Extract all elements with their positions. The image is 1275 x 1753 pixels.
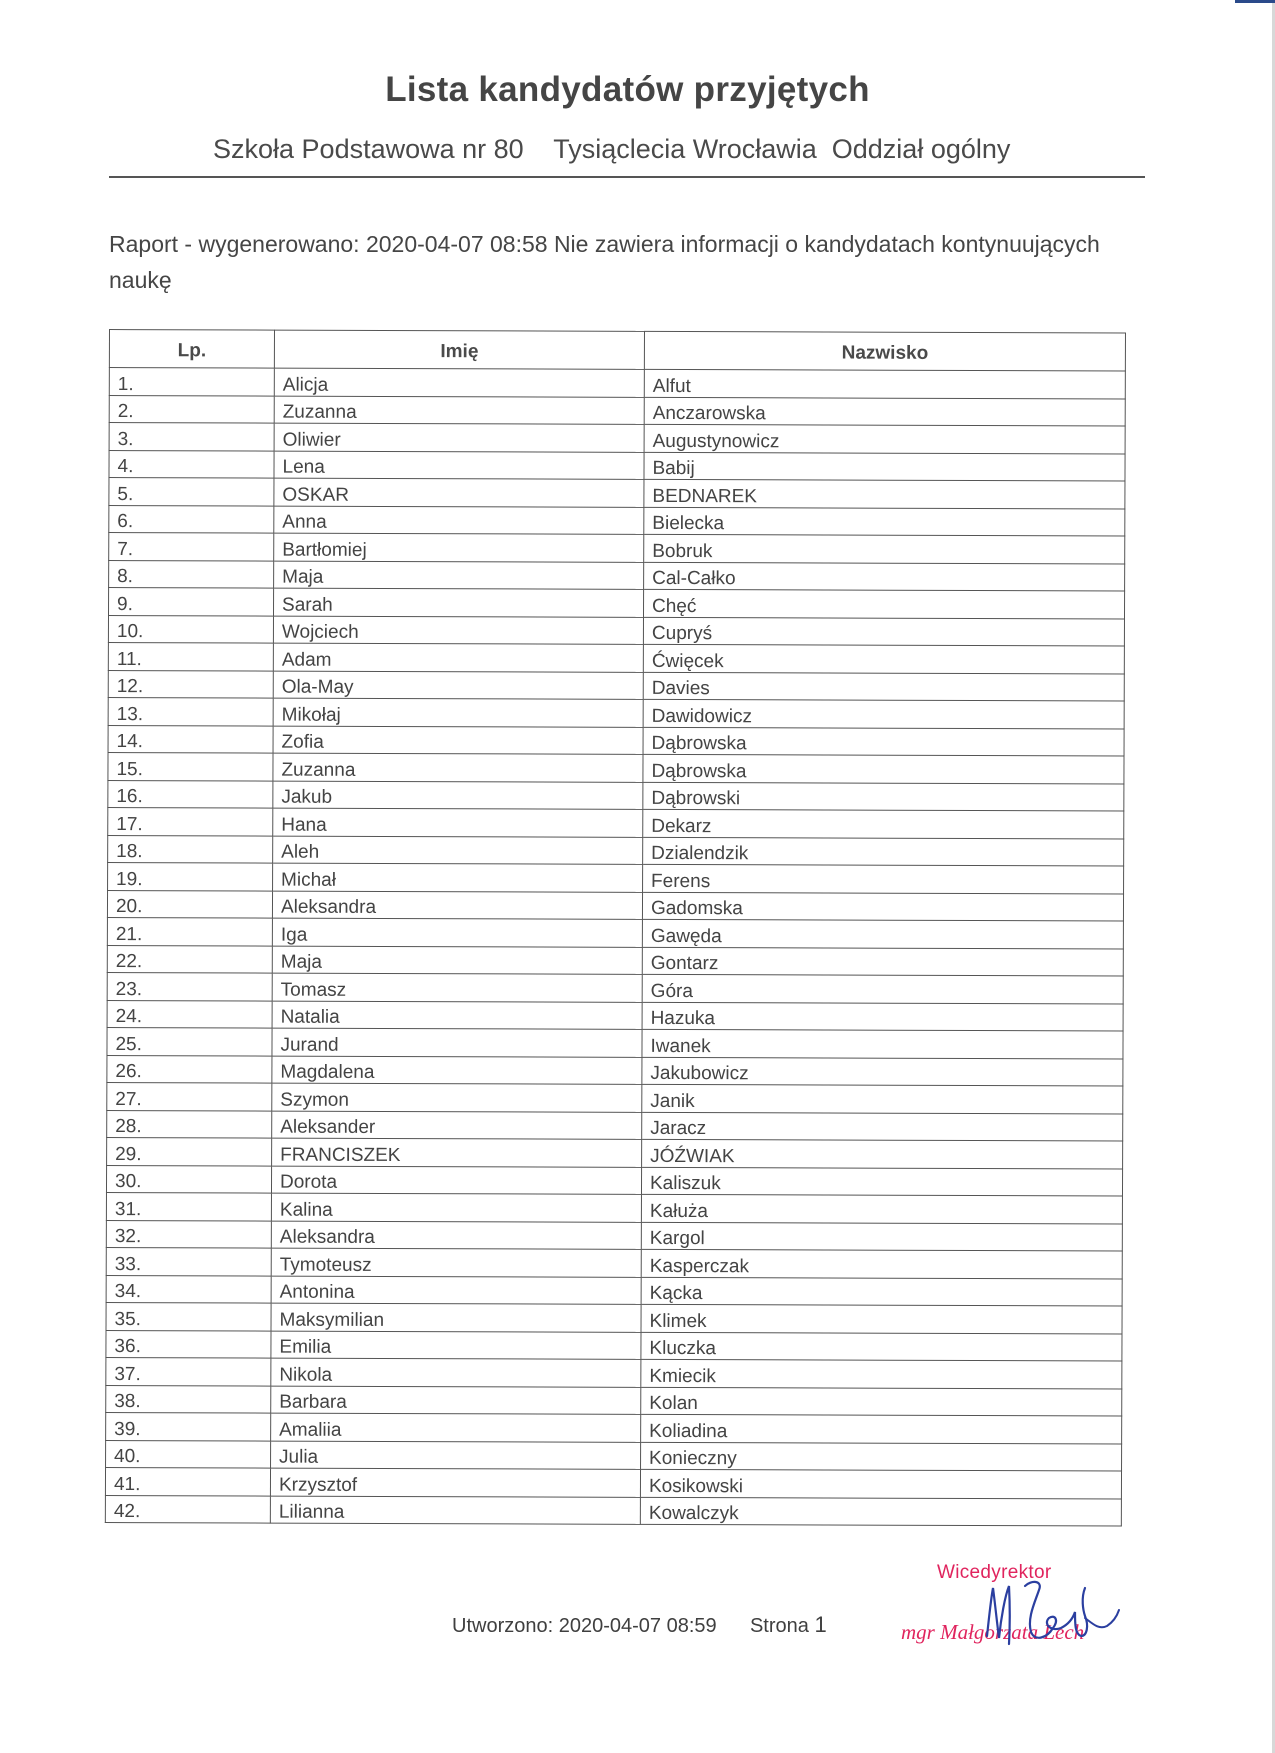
row-number: 39. — [106, 1412, 271, 1440]
first-name-cell: Amaliia — [271, 1413, 641, 1442]
row-number: 28. — [107, 1110, 272, 1138]
admitted-candidates-table — [105, 329, 1126, 1527]
last-name-cell: Kmiecik — [641, 1359, 1122, 1388]
table-row — [108, 697, 1124, 728]
row-number: 30. — [106, 1165, 271, 1193]
row-number: 25. — [107, 1027, 272, 1055]
last-name-cell: Kaliszuk — [641, 1167, 1122, 1196]
table-row — [107, 1137, 1123, 1168]
column-header-first-name: Imię — [274, 330, 644, 369]
last-name-cell: Iwanek — [642, 1029, 1123, 1058]
row-number: 29. — [107, 1137, 272, 1165]
last-name-cell: Kowalczyk — [640, 1497, 1121, 1526]
first-name-cell: FRANCISZEK — [272, 1138, 642, 1167]
first-name-cell: Adam — [273, 643, 643, 672]
first-name-cell: Maksymilian — [271, 1303, 641, 1332]
table-row — [106, 1357, 1122, 1388]
table-row — [106, 1247, 1122, 1278]
last-name-cell: Ćwięcek — [643, 644, 1124, 673]
last-name-cell: Davies — [643, 672, 1124, 701]
first-name-cell: Mikołaj — [273, 698, 643, 727]
first-name-cell: Oliwier — [274, 423, 644, 452]
footer-page-number: 1 — [814, 1612, 827, 1637]
last-name-cell: Augustynowicz — [644, 424, 1125, 453]
first-name-cell: Dorota — [271, 1166, 641, 1195]
first-name-cell: Hana — [273, 808, 643, 837]
row-number: 37. — [106, 1357, 271, 1385]
row-number: 13. — [108, 697, 273, 725]
last-name-cell: Koliadina — [641, 1414, 1122, 1443]
table-row — [107, 890, 1123, 921]
row-number: 24. — [107, 1000, 272, 1028]
last-name-cell: Dekarz — [643, 809, 1124, 838]
row-number: 5. — [109, 478, 274, 506]
last-name-cell: Kolan — [641, 1387, 1122, 1416]
row-number: 20. — [107, 890, 272, 918]
first-name-cell: Krzysztof — [270, 1468, 640, 1497]
table-row — [107, 1110, 1123, 1141]
first-name-cell: Lena — [274, 451, 644, 480]
row-number: 6. — [109, 505, 274, 533]
row-number: 18. — [108, 835, 273, 863]
table-row — [107, 1082, 1123, 1113]
row-number: 26. — [107, 1055, 272, 1083]
last-name-cell: Ferens — [643, 864, 1124, 893]
row-number: 31. — [106, 1192, 271, 1220]
last-name-cell: Gawęda — [642, 919, 1123, 948]
footer-created — [452, 1612, 827, 1638]
last-name-cell: Jaracz — [642, 1112, 1123, 1141]
table-row — [108, 615, 1124, 646]
last-name-cell: Alfut — [644, 369, 1125, 398]
table-row — [107, 972, 1123, 1003]
last-name-cell: Bobruk — [644, 534, 1125, 563]
row-number: 8. — [109, 560, 274, 588]
first-name-cell: Emilia — [271, 1331, 641, 1360]
first-name-cell: Antonina — [271, 1276, 641, 1305]
row-number: 32. — [106, 1220, 271, 1248]
table-body — [105, 368, 1125, 1527]
table-row — [106, 1220, 1122, 1251]
last-name-cell: Hazuka — [642, 1002, 1123, 1031]
row-number: 19. — [108, 862, 273, 890]
last-name-cell: Janik — [642, 1084, 1123, 1113]
first-name-cell: Anna — [274, 506, 644, 535]
last-name-cell: Jakubowicz — [642, 1057, 1123, 1086]
table-row — [108, 807, 1124, 838]
table-row — [109, 533, 1125, 564]
row-number: 7. — [109, 533, 274, 561]
first-name-cell: Zuzanna — [274, 396, 644, 425]
table-row — [106, 1275, 1122, 1306]
last-name-cell: Gadomska — [642, 892, 1123, 921]
first-name-cell: Aleh — [273, 836, 643, 865]
row-number: 41. — [105, 1467, 270, 1495]
last-name-cell: Dąbrowski — [643, 782, 1124, 811]
table-header-row — [109, 330, 1125, 372]
row-number: 34. — [106, 1275, 271, 1303]
first-name-cell: Julia — [271, 1441, 641, 1470]
table-row — [107, 1055, 1123, 1086]
table-row — [108, 835, 1124, 866]
row-number: 16. — [108, 780, 273, 808]
column-header-last-name: Nazwisko — [644, 331, 1125, 371]
page-title: Lista kandydatów przyjętych — [385, 70, 870, 109]
row-number: 12. — [108, 670, 273, 698]
row-number: 40. — [106, 1440, 271, 1468]
first-name-cell: Jurand — [272, 1028, 642, 1057]
row-number: 33. — [106, 1247, 271, 1275]
table-row — [106, 1302, 1122, 1333]
first-name-cell: Lilianna — [270, 1496, 640, 1525]
last-name-cell: Kasperczak — [641, 1249, 1122, 1278]
table-row — [109, 588, 1125, 619]
first-name-cell: Zofia — [273, 726, 643, 755]
last-name-cell: Anczarowska — [644, 397, 1125, 426]
stamp-name: mgr Małgorzata Lech — [901, 1620, 1085, 1644]
row-number: 35. — [106, 1302, 271, 1330]
last-name-cell: Cal-Całko — [644, 562, 1125, 591]
row-number: 23. — [107, 972, 272, 1000]
first-name-cell: Szymon — [272, 1083, 642, 1112]
table-row — [106, 1440, 1122, 1471]
last-name-cell: Kałuża — [641, 1194, 1122, 1223]
last-name-cell: Kosikowski — [640, 1469, 1121, 1498]
first-name-cell: Aleksandra — [271, 1221, 641, 1250]
table-row — [107, 1000, 1123, 1031]
last-name-cell: Klimek — [641, 1304, 1122, 1333]
row-number: 10. — [108, 615, 273, 643]
signature-icon — [935, 1558, 1125, 1658]
first-name-cell: Maja — [272, 946, 642, 975]
table-row — [108, 862, 1124, 893]
table-row — [107, 945, 1123, 976]
last-name-cell: Konieczny — [641, 1442, 1122, 1471]
table-row — [109, 423, 1125, 454]
row-number: 11. — [108, 642, 273, 670]
first-name-cell: Nikola — [271, 1358, 641, 1387]
last-name-cell: BEDNAREK — [644, 479, 1125, 508]
last-name-cell: Dąbrowska — [643, 727, 1124, 756]
table-row — [108, 780, 1124, 811]
stamp-role: Wicedyrektor — [937, 1562, 1052, 1583]
last-name-cell: Góra — [642, 974, 1123, 1003]
first-name-cell: Tomasz — [272, 973, 642, 1002]
last-name-cell: Kargol — [641, 1222, 1122, 1251]
scan-mark — [1235, 0, 1275, 3]
table-row — [106, 1385, 1122, 1416]
first-name-cell: Wojciech — [273, 616, 643, 645]
first-name-cell: Maja — [274, 561, 644, 590]
last-name-cell: Chęć — [643, 589, 1124, 618]
row-number: 14. — [108, 725, 273, 753]
table-row — [105, 1495, 1121, 1526]
last-name-cell: Kącka — [641, 1277, 1122, 1306]
last-name-cell: Cupryś — [643, 617, 1124, 646]
table-row — [105, 1467, 1121, 1498]
table-row — [109, 478, 1125, 509]
last-name-cell: JÓŹWIAK — [642, 1139, 1123, 1168]
column-header-lp: Lp. — [109, 330, 274, 369]
footer-created-label: Utworzono: 2020-04-07 08:59 — [452, 1615, 717, 1637]
first-name-cell: Aleksandra — [272, 891, 642, 920]
first-name-cell: Alicja — [274, 368, 644, 397]
row-number: 15. — [108, 752, 273, 780]
first-name-cell: Magdalena — [272, 1056, 642, 1085]
table-row — [106, 1330, 1122, 1361]
title-divider — [109, 176, 1145, 178]
first-name-cell: Iga — [272, 918, 642, 947]
row-number: 9. — [109, 588, 274, 616]
first-name-cell: Natalia — [272, 1001, 642, 1030]
table-row — [109, 368, 1125, 399]
first-name-cell: Kalina — [271, 1193, 641, 1222]
row-number: 38. — [106, 1385, 271, 1413]
row-number: 3. — [109, 423, 274, 451]
table-row — [107, 917, 1123, 948]
last-name-cell: Kluczka — [641, 1332, 1122, 1361]
last-name-cell: Dąbrowska — [643, 754, 1124, 783]
table-row — [108, 670, 1124, 701]
row-number: 36. — [106, 1330, 271, 1358]
table-row — [109, 395, 1125, 426]
table-row — [109, 505, 1125, 536]
table-row — [108, 725, 1124, 756]
footer-page-label: Strona — [749, 1615, 809, 1637]
first-name-cell: Zuzanna — [273, 753, 643, 782]
last-name-cell: Babij — [644, 452, 1125, 481]
table-row — [108, 752, 1124, 783]
table-row — [106, 1165, 1122, 1196]
first-name-cell: OSKAR — [274, 478, 644, 507]
first-name-cell: Jakub — [273, 781, 643, 810]
last-name-cell: Gontarz — [642, 947, 1123, 976]
table-row — [109, 450, 1125, 481]
row-number: 21. — [107, 917, 272, 945]
report-note: Raport - wygenerowano: 2020-04-07 08:58 Nie zawiera informacji o kandydatach kontynuujących naukę — [109, 231, 1100, 293]
table-row — [106, 1412, 1122, 1443]
first-name-cell: Michał — [273, 863, 643, 892]
first-name-cell: Ola-May — [273, 671, 643, 700]
last-name-cell: Dzialendzik — [643, 837, 1124, 866]
row-number: 42. — [105, 1495, 270, 1523]
first-name-cell: Barbara — [271, 1386, 641, 1415]
last-name-cell: Dawidowicz — [643, 699, 1124, 728]
row-number: 17. — [108, 807, 273, 835]
table-row — [106, 1192, 1122, 1223]
table-row — [109, 560, 1125, 591]
row-number: 1. — [109, 368, 274, 396]
first-name-cell: Tymoteusz — [271, 1248, 641, 1277]
last-name-cell: Bielecka — [644, 507, 1125, 536]
page-subtitle: Szkoła Podstawowa nr 80 Tysiąclecia Wrocławia Oddział ogólny — [213, 134, 1011, 164]
row-number: 22. — [107, 945, 272, 973]
official-stamp — [895, 1558, 1125, 1658]
first-name-cell: Sarah — [274, 588, 644, 617]
row-number: 2. — [109, 395, 274, 423]
row-number: 27. — [107, 1082, 272, 1110]
first-name-cell: Bartłomiej — [274, 533, 644, 562]
first-name-cell: Aleksander — [272, 1111, 642, 1140]
table-row — [107, 1027, 1123, 1058]
table-row — [108, 642, 1124, 673]
row-number: 4. — [109, 450, 274, 478]
